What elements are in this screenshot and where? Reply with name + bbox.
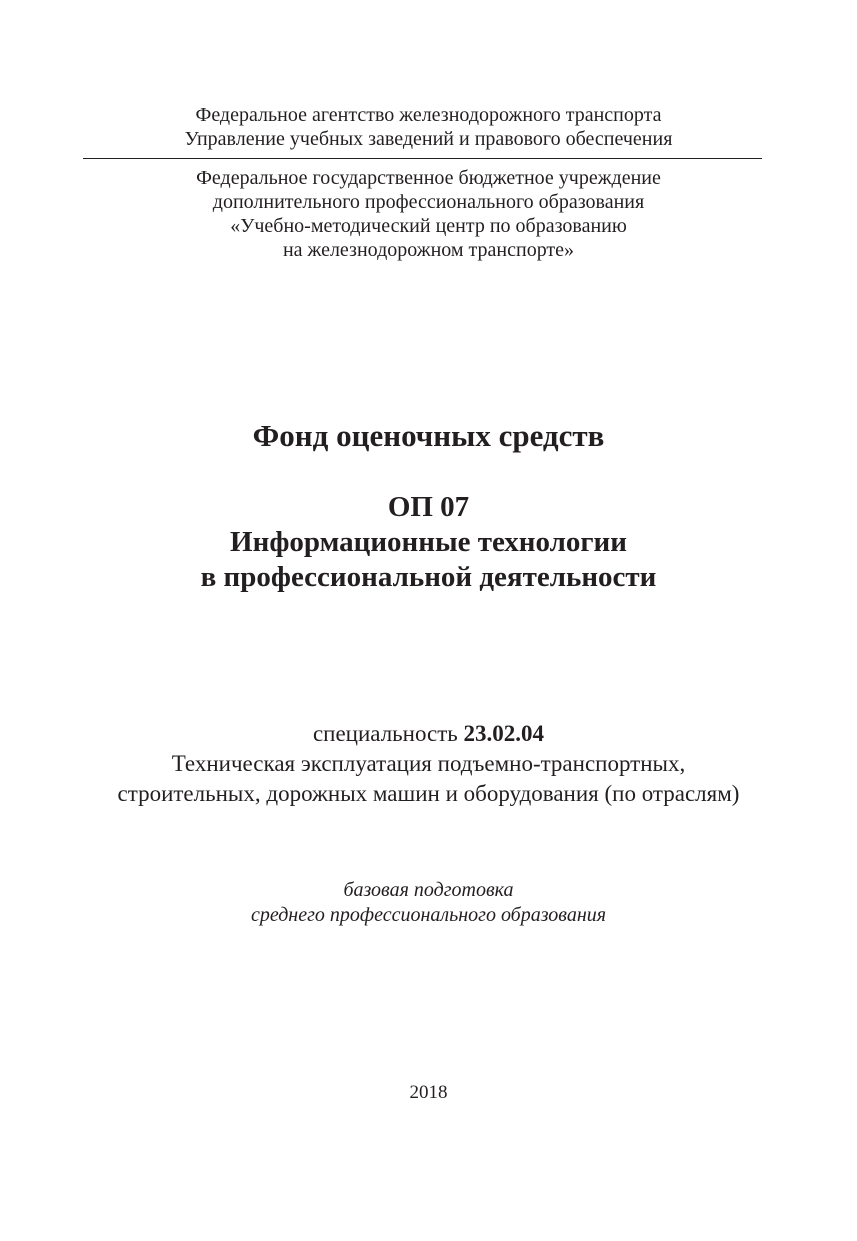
agency-department: Управление учебных заведений и правового обеспечения [184, 128, 673, 150]
specialty-name-line: строительных, дорожных машин и оборудования (по отраслям) [117, 781, 740, 806]
publication-year [0, 1081, 857, 1105]
specialty-heading [0, 719, 857, 749]
course-title [0, 490, 857, 595]
specialty-code: 23.02.04 [463, 721, 545, 746]
institution-line: дополнительного профессионального образования [212, 191, 645, 213]
institution-header [0, 166, 857, 262]
institution-line: на железнодорожном транспорте» [282, 239, 575, 261]
education-level-line: базовая подготовка [343, 879, 514, 901]
agency-header [0, 103, 857, 151]
institution-line: Федеральное государственное бюджетное учреждение [196, 167, 661, 189]
specialty-label: специальность [312, 721, 458, 746]
education-level [0, 878, 857, 928]
course-name-line: Информационные технологии [230, 526, 627, 558]
document-title-text: Фонд оценочных средств [252, 418, 605, 453]
agency-name: Федеральное агентство железнодорожного транспорта [195, 104, 662, 126]
education-level-line: среднего профессионального образования [250, 904, 607, 926]
course-code: ОП 07 [387, 491, 470, 523]
specialty-name-line: Техническая эксплуатация подъемно-транспортных, [171, 751, 686, 776]
document-title [0, 417, 857, 455]
institution-line: «Учебно-методический центр по образованию [230, 215, 627, 237]
header-divider [83, 158, 762, 159]
course-name-line: в профессиональной деятельности [200, 561, 657, 593]
specialty-block [0, 719, 857, 809]
publication-year-text: 2018 [409, 1082, 448, 1103]
